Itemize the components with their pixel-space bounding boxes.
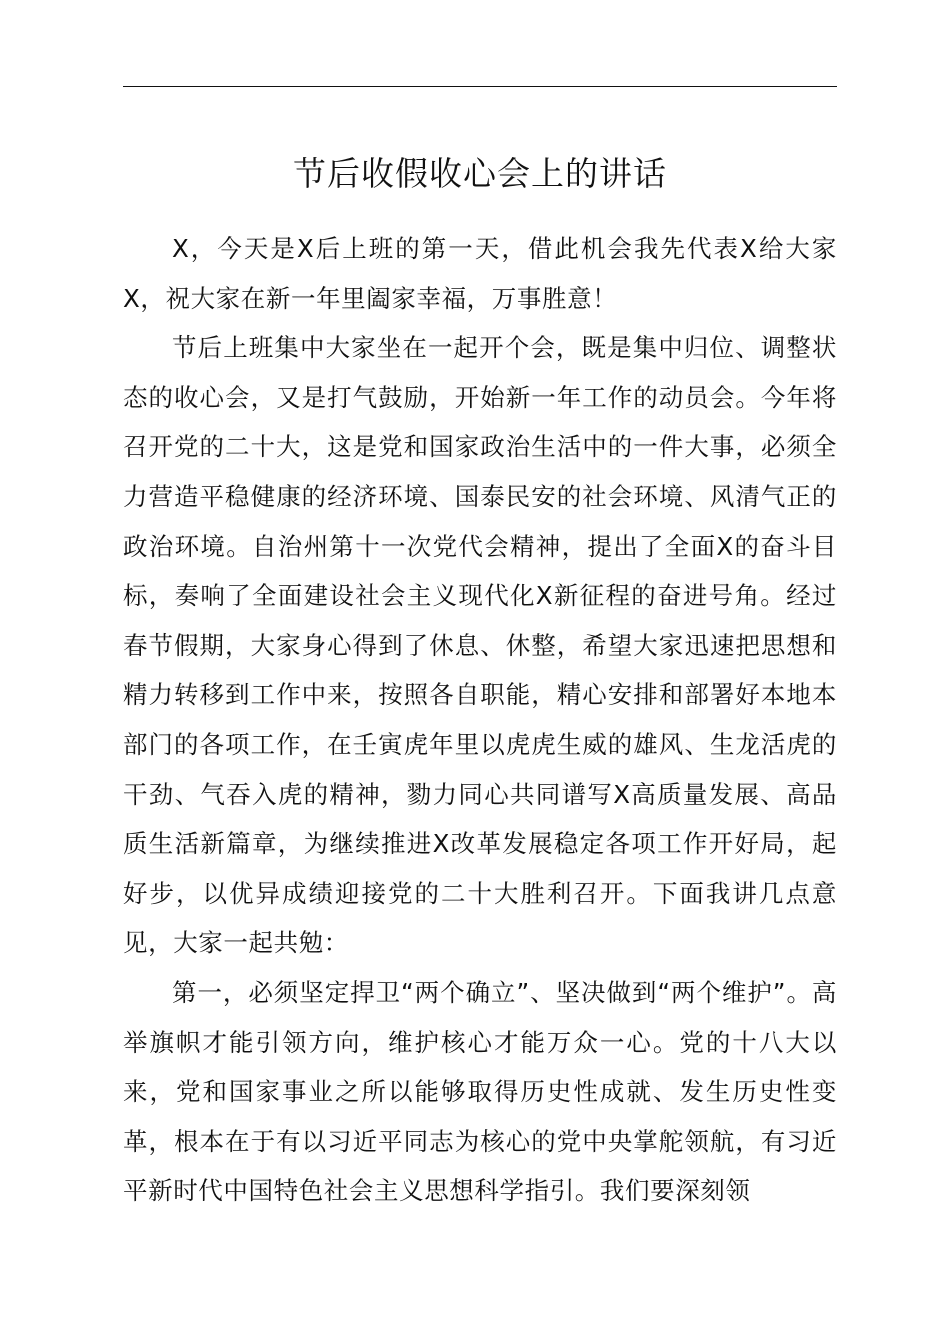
document-title: 节后收假收心会上的讲话 [293,154,667,193]
header-rule [123,86,837,87]
paragraph-point-one: 第一，必须坚定捍卫“两个确立”、坚决做到“两个维护”。高举旗帜才能引领方向，维护核心才能万众一心。党的十八大以来，党和国家事业之所以能够取得历史性成就、发生历史性变革，根本在于有以习近平同志为核心的党中央掌舵领航，有习近平新时代中国特色社会主义思想科学指引。我们要深刻领 [123,977,837,1206]
paragraph-greeting: X，今天是X后上班的第一天，借此机会我先代表X给大家X，祝大家在新一年里阖家幸福，万事胜意！ [123,234,837,313]
paragraph-introduction: 节后上班集中大家坐在一起开个会，既是集中归位、调整状态的收心会，又是打气鼓励，开始新一年工作的动员会。今年将召开党的二十大，这是党和国家政治生活中的一件大事，必须全力营造平稳健康的经济环境、国泰民安的社会环境、风清气正的政治环境。自治州第十一次党代会精神，提出了全面X的奋斗目标，奏响了全面建设社会主义现代化X新征程的奋进号角。经过春节假期，大家身心得到了休息、休整，希望大家迅速把思想和精力转移到工作中来，按照各自职能，精心安排和部署好本地本部门的各项工作，在壬寅虎年里以虎虎生威的雄风、生龙活虎的干劲、气吞入虎的精神，勠力同心共同谱写X高质量发展、高品质生活新篇章，为继续推进X改革发展稳定各项工作开好局，起好步，以优异成绩迎接党的二十大胜利召开。下面我讲几点意见，大家一起共勉： [123,333,837,958]
document-body [123,224,837,1216]
